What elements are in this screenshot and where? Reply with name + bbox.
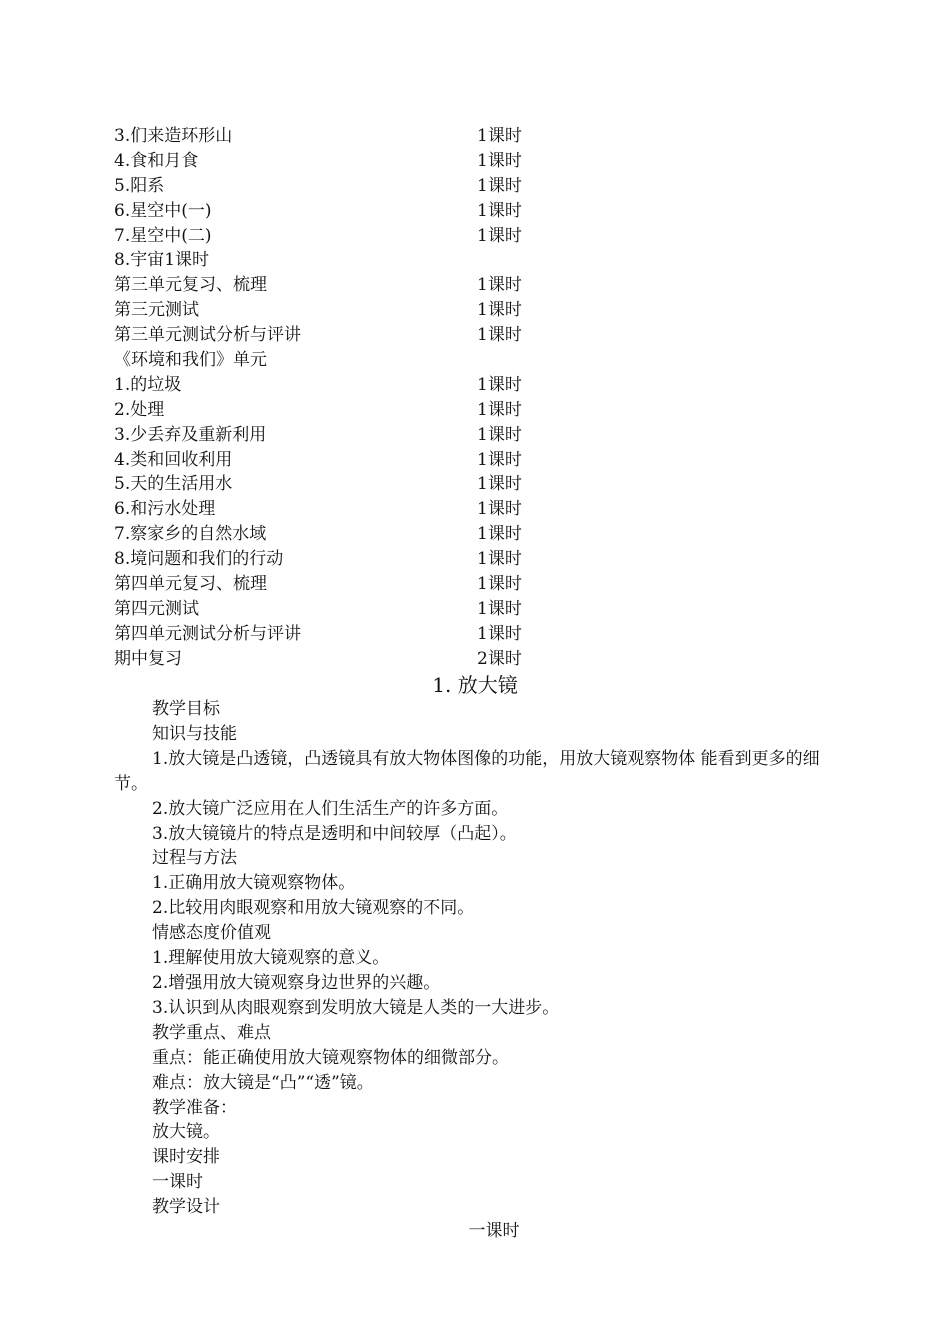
schedule-hours: 1课时 [477, 175, 522, 196]
schedule-hours: 1课时 [477, 325, 522, 346]
schedule-hours: 1课时 [477, 524, 522, 545]
subsection-heading: 情感态度价值观 [152, 923, 271, 944]
lesson-title-text: 1. 放大镜 [432, 673, 518, 697]
paragraph: 2.比较用肉眼观察和用放大镜观察的不同。 [152, 898, 475, 919]
schedule-hours: 1课时 [477, 499, 522, 520]
schedule-row [114, 298, 714, 323]
schedule-hours: 2课时 [477, 648, 522, 669]
period-heading [0, 1219, 950, 1244]
schedule-item: 5.阳系 [114, 175, 165, 196]
period-heading-text: 一课时 [468, 1221, 520, 1241]
schedule-row [114, 423, 714, 448]
schedule-item: 8.宇宙1课时 [114, 250, 210, 271]
schedule-row [114, 224, 714, 249]
section-heading: 教学设计 [152, 1197, 220, 1218]
schedule-row [114, 522, 714, 547]
schedule-item: 第四单元测试分析与评讲 [114, 623, 301, 644]
paragraph: 一课时 [152, 1172, 203, 1193]
schedule-hours: 1课时 [477, 474, 522, 495]
schedule-item: 5.天的生活用水 [114, 474, 233, 495]
schedule-hours: 1课时 [477, 399, 522, 420]
schedule-row [114, 149, 714, 174]
schedule-item: 第四元测试 [114, 598, 199, 619]
lesson-plan-body [114, 697, 834, 1220]
schedule-item: 第三单元测试分析与评讲 [114, 325, 301, 346]
subsection-heading: 过程与方法 [152, 848, 237, 869]
schedule-item: 第三单元复习、梳理 [114, 275, 267, 296]
lesson-schedule-list [114, 124, 714, 672]
schedule-item: 4.类和回收利用 [114, 449, 233, 470]
schedule-item: 2.处理 [114, 399, 165, 420]
schedule-row [114, 572, 714, 597]
schedule-row [114, 174, 714, 199]
schedule-hours: 1课时 [477, 275, 522, 296]
schedule-row [114, 448, 714, 473]
section-heading: 教学准备： [152, 1097, 237, 1118]
schedule-row [114, 373, 714, 398]
schedule-row [114, 647, 714, 672]
schedule-item: 期中复习 [114, 648, 182, 669]
schedule-row [114, 622, 714, 647]
section-heading: 教学重点、难点 [152, 1022, 271, 1043]
schedule-hours: 1课时 [477, 150, 522, 171]
paragraph: 2.增强用放大镜观察身边世界的兴趣。 [152, 972, 441, 993]
paragraph: 2.放大镜广泛应用在人们生活生产的许多方面。 [152, 798, 509, 819]
schedule-hours: 1课时 [477, 424, 522, 445]
schedule-hours: 1课时 [477, 374, 522, 395]
schedule-hours: 1课时 [477, 598, 522, 619]
schedule-item: 7.察家乡的自然水域 [114, 524, 267, 545]
paragraph: 1.放大镜是凸透镜，凸透镜具有放大物体图像的功能，用放大镜观察物体 能看到更多的细节。 [114, 748, 820, 794]
schedule-row [114, 497, 714, 522]
schedule-hours: 1课时 [477, 126, 522, 146]
schedule-row [114, 547, 714, 572]
schedule-hours: 1课时 [477, 574, 522, 595]
paragraph: 3.放大镜镜片的特点是透明和中间较厚（凸起）。 [152, 823, 517, 844]
schedule-row [114, 472, 714, 497]
schedule-row [114, 248, 714, 273]
schedule-item: 8.境问题和我们的行动 [114, 549, 284, 570]
schedule-hours: 1课时 [477, 300, 522, 321]
schedule-item: 第四单元复习、梳理 [114, 574, 267, 595]
schedule-item: 《环境和我们》单元 [114, 350, 267, 371]
schedule-item: 3.少丢弃及重新利用 [114, 424, 267, 445]
schedule-row [114, 273, 714, 298]
schedule-hours: 1课时 [477, 449, 522, 470]
paragraph: 放大镜。 [152, 1122, 220, 1143]
paragraph: 1.正确用放大镜观察物体。 [152, 873, 356, 894]
paragraph: 重点：能正确使用放大镜观察物体的细微部分。 [152, 1047, 509, 1068]
schedule-row [114, 398, 714, 423]
schedule-item: 3.们来造环形山 [114, 126, 233, 146]
schedule-row [114, 323, 714, 348]
schedule-hours: 1课时 [477, 200, 522, 221]
schedule-item: 1.的垃圾 [114, 374, 182, 395]
paragraph: 1.理解使用放大镜观察的意义。 [152, 948, 390, 969]
section-heading: 教学目标 [152, 699, 220, 719]
schedule-item: 6.星空中(一) [114, 200, 212, 221]
lesson-title [0, 672, 950, 698]
schedule-row [114, 348, 714, 373]
schedule-item: 6.和污水处理 [114, 499, 216, 520]
schedule-item: 第三元测试 [114, 300, 199, 321]
schedule-row [114, 124, 714, 149]
schedule-row [114, 597, 714, 622]
schedule-item: 7.星空中(二) [114, 225, 212, 246]
paragraph: 难点：放大镜是“凸”“透”镜。 [152, 1072, 374, 1093]
subsection-heading: 知识与技能 [152, 723, 237, 744]
paragraph: 3.认识到从肉眼观察到发明放大镜是人类的一大进步。 [152, 997, 560, 1018]
schedule-hours: 1课时 [477, 549, 522, 570]
schedule-row [114, 199, 714, 224]
schedule-item: 4.食和月食 [114, 150, 199, 171]
schedule-hours: 1课时 [477, 225, 522, 246]
section-heading: 课时安排 [152, 1147, 220, 1168]
schedule-hours: 1课时 [477, 623, 522, 644]
